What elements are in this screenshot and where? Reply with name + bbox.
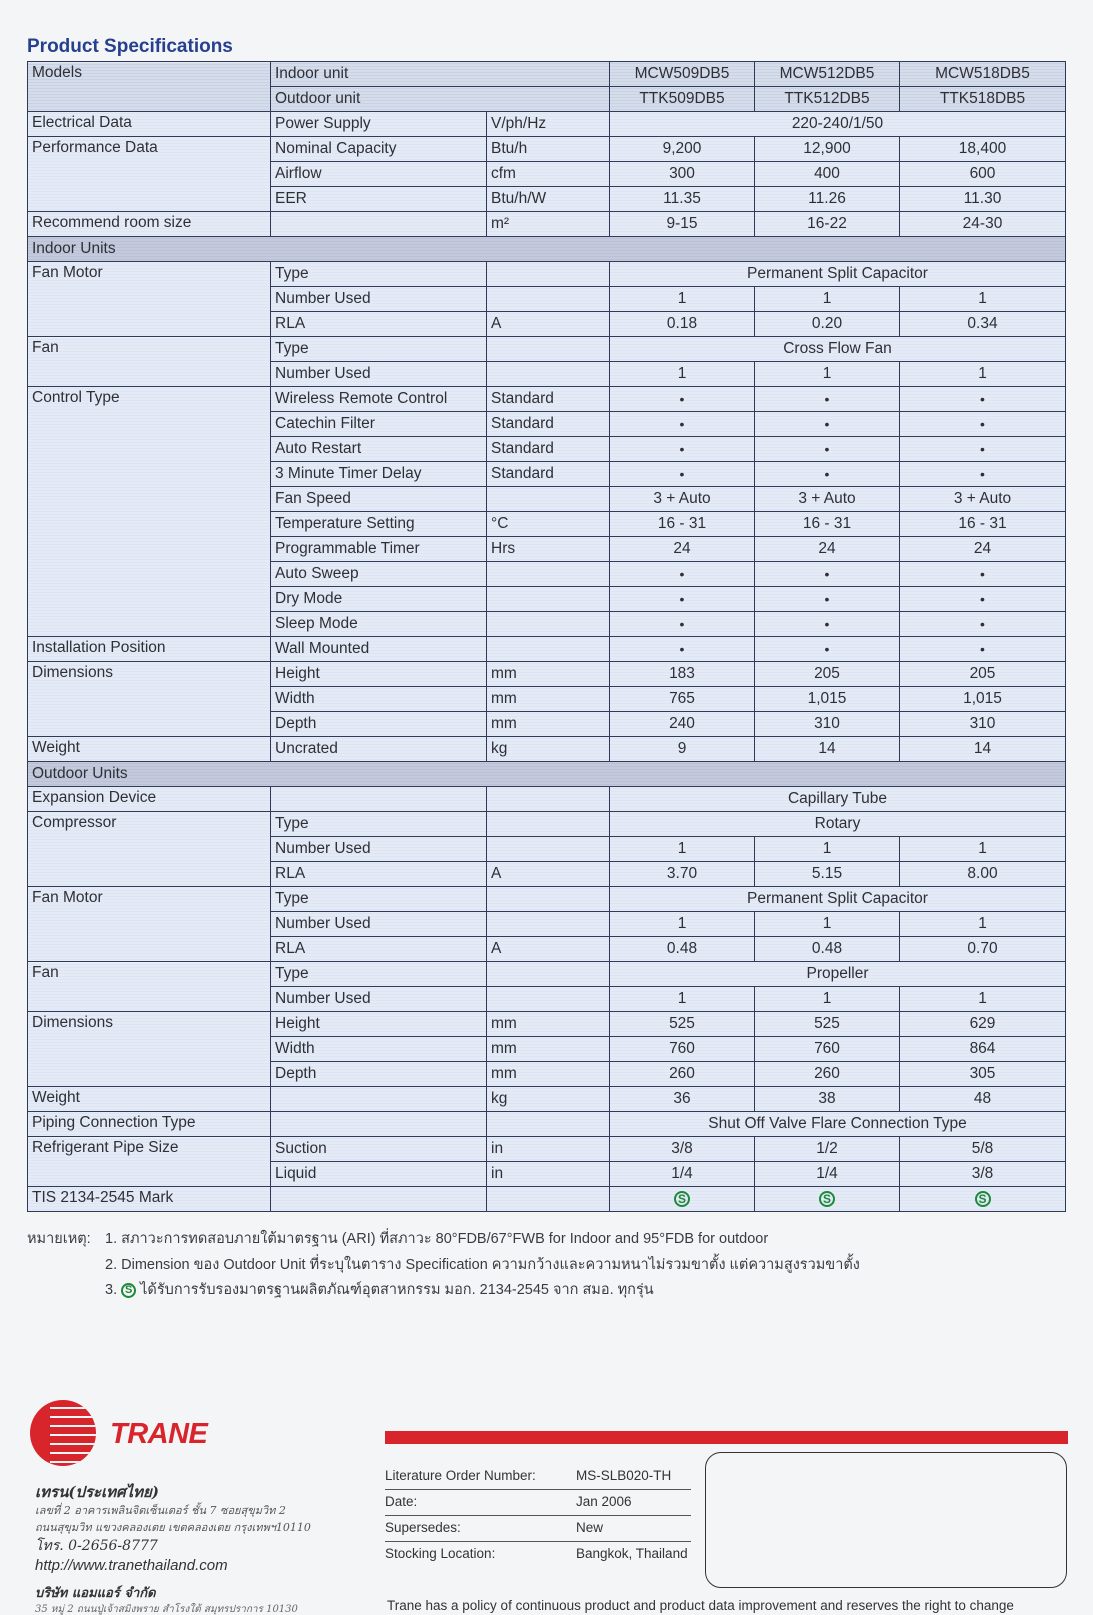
value-cell: 1,015 [755,687,900,712]
value-cell: 629 [900,1012,1066,1037]
value-cell: 765 [610,687,755,712]
item-cell: Power Supply [271,112,487,137]
value-cell: 3 + Auto [900,487,1066,512]
spec-row [28,1187,1066,1212]
value-cell: 9,200 [610,137,755,162]
unit-cell [487,362,610,387]
feature-dot-cell: • [610,437,755,462]
distributor-info [35,1585,298,1615]
category-cell: Weight [28,737,271,762]
note-3 [105,1278,654,1301]
feature-dot-cell: • [755,587,900,612]
unit-cell [487,1112,610,1137]
item-cell: Number Used [271,362,487,387]
feature-dot-cell: • [900,612,1066,637]
value-cell: 3/8 [900,1162,1066,1187]
feature-dot-cell: • [755,437,900,462]
merged-value-cell: Permanent Split Capacitor [610,262,1066,287]
value-cell: 760 [610,1037,755,1062]
tis-mark-icon: S [121,1283,136,1298]
value-cell: 24 [900,537,1066,562]
company-address-2: ถนนสุขุมวิท แขวงคลองเตย เขตคลองเตย กรุงเทพฯ10110 [35,1521,311,1534]
category-cell: Recommend room size [28,212,271,237]
spec-row [28,387,1066,412]
literature-value: Jan 2006 [576,1494,632,1509]
value-cell: 14 [900,737,1066,762]
category-cell: Compressor [28,812,271,887]
stamp-box [705,1452,1067,1588]
value-cell: 11.30 [900,187,1066,212]
unit-cell [487,587,610,612]
value-cell: 3 + Auto [610,487,755,512]
item-cell: 3 Minute Timer Delay [271,462,487,487]
item-cell: Temperature Setting [271,512,487,537]
item-cell: Auto Sweep [271,562,487,587]
value-cell: 305 [900,1062,1066,1087]
value-cell: 260 [755,1062,900,1087]
spec-row [28,137,1066,162]
category-cell: Fan [28,962,271,1012]
spec-row [28,662,1066,687]
item-cell: Auto Restart [271,437,487,462]
merged-value-cell: Rotary [610,812,1066,837]
item-cell: Airflow [271,162,487,187]
item-cell: Number Used [271,837,487,862]
feature-dot-cell: • [755,637,900,662]
spec-row [28,1112,1066,1137]
value-cell: 24 [610,537,755,562]
unit-cell: A [487,862,610,887]
category-cell: Installation Position [28,637,271,662]
section-title: Indoor Units [28,237,1066,262]
value-cell: 36 [610,1087,755,1112]
feature-dot-cell: • [755,412,900,437]
unit-cell: kg [487,1087,610,1112]
value-cell: 240 [610,712,755,737]
unit-cell [487,887,610,912]
trane-logo [30,1400,250,1470]
unit-cell [487,337,610,362]
notes-prefix: หมายเหตุ: [27,1231,91,1247]
spec-row [28,787,1066,812]
item-cell: Type [271,812,487,837]
unit-cell: mm [487,712,610,737]
item-cell: Suction [271,1137,487,1162]
tis-mark-cell [610,1187,755,1212]
spec-table [27,61,1066,1212]
category-cell: Dimensions [28,662,271,737]
item-cell [271,1187,487,1212]
unit-cell: Standard [487,462,610,487]
item-cell: Type [271,887,487,912]
spec-row [28,737,1066,762]
company-info [35,1482,311,1576]
value-cell: 525 [610,1012,755,1037]
value-cell: 16 - 31 [610,512,755,537]
value-cell: 1 [610,912,755,937]
company-website-link[interactable]: http://www.tranethailand.com [35,1557,228,1574]
unit-cell: Btu/h [487,137,610,162]
item-cell: Catechin Filter [271,412,487,437]
category-cell: Fan Motor [28,887,271,962]
unit-cell [487,987,610,1012]
value-cell: 16 - 31 [755,512,900,537]
feature-dot-cell: • [610,637,755,662]
feature-dot-cell: • [755,387,900,412]
section-header-row [28,762,1066,787]
outdoor-unit-label: Outdoor unit [271,87,610,112]
feature-dot-cell: • [900,412,1066,437]
unit-cell: Hrs [487,537,610,562]
item-cell: Nominal Capacity [271,137,487,162]
spec-row [28,962,1066,987]
value-cell: 1/2 [755,1137,900,1162]
value-cell: 1,015 [900,687,1066,712]
unit-cell: mm [487,662,610,687]
feature-dot-cell: • [900,387,1066,412]
value-cell: 1 [900,912,1066,937]
spec-row [28,112,1066,137]
value-cell: 300 [610,162,755,187]
value-cell: 38 [755,1087,900,1112]
section-title: Outdoor Units [28,762,1066,787]
value-cell: 1 [755,837,900,862]
unit-cell [487,912,610,937]
page-title: Product Specifications [27,36,233,57]
item-cell: Depth [271,712,487,737]
unit-cell: cfm [487,162,610,187]
outdoor-model-1: TTK509DB5 [610,87,755,112]
item-cell [271,212,487,237]
feature-dot-cell: • [755,462,900,487]
category-cell: Fan [28,337,271,387]
indoor-unit-label: Indoor unit [271,62,610,87]
unit-cell: Standard [487,412,610,437]
company-address-1: เลขที่ 2 อาคารเพลินจิตเซ็นเตอร์ ชั้น 7 ซอยสุขุมวิท 2 [35,1504,286,1517]
spec-row [28,637,1066,662]
red-divider-bar [385,1431,1068,1444]
value-cell: 400 [755,162,900,187]
value-cell: 205 [900,662,1066,687]
outdoor-model-3: TTK518DB5 [900,87,1066,112]
literature-value: Bangkok, Thailand [576,1546,688,1561]
spec-row [28,887,1066,912]
item-cell: Programmable Timer [271,537,487,562]
unit-cell: V/ph/Hz [487,112,610,137]
tis-mark-cell [755,1187,900,1212]
literature-row [385,1464,691,1490]
value-cell: 9-15 [610,212,755,237]
value-cell: 1 [610,362,755,387]
merged-value-cell: Capillary Tube [610,787,1066,812]
item-cell: Wall Mounted [271,637,487,662]
literature-row [385,1490,691,1516]
feature-dot-cell: • [610,387,755,412]
literature-value: New [576,1520,604,1535]
category-cell: Weight [28,1087,271,1112]
unit-cell [487,637,610,662]
merged-value-cell: Cross Flow Fan [610,337,1066,362]
company-phone: โทร. 0-2656-8777 [35,1538,158,1554]
trane-globe-icon [30,1400,96,1466]
unit-cell [487,487,610,512]
value-cell: 0.34 [900,312,1066,337]
note-3-text: ได้รับการรับรองมาตรฐานผลิตภัณฑ์อุตสาหกรรม มอก. 2134-2545 จาก สมอ. ทุกรุ่น [140,1282,654,1298]
value-cell: 0.48 [610,937,755,962]
tis-mark-icon: S [819,1191,835,1207]
value-cell: 48 [900,1087,1066,1112]
feature-dot-cell: • [900,587,1066,612]
value-cell: 1 [900,287,1066,312]
item-cell: EER [271,187,487,212]
literature-row [385,1542,691,1568]
value-cell: 600 [900,162,1066,187]
models-indoor-row [28,62,1066,87]
value-cell: 1 [610,837,755,862]
section-header-row [28,237,1066,262]
policy-text: Trane has a policy of continuous product and product data improvement and reserves the right to change [387,1598,1014,1613]
category-cell: Refrigerant Pipe Size [28,1137,271,1187]
unit-cell [487,562,610,587]
value-cell: 260 [610,1062,755,1087]
feature-dot-cell: • [755,562,900,587]
unit-cell: mm [487,1037,610,1062]
value-cell: 3.70 [610,862,755,887]
unit-cell [487,612,610,637]
unit-cell: in [487,1162,610,1187]
unit-cell [487,287,610,312]
feature-dot-cell: • [610,612,755,637]
value-cell: 1 [900,362,1066,387]
unit-cell: Standard [487,437,610,462]
value-cell: 11.26 [755,187,900,212]
outdoor-model-2: TTK512DB5 [755,87,900,112]
item-cell [271,1087,487,1112]
value-cell: 1 [755,362,900,387]
unit-cell: A [487,312,610,337]
unit-cell [487,962,610,987]
spec-row [28,262,1066,287]
value-cell: 760 [755,1037,900,1062]
value-cell: 864 [900,1037,1066,1062]
spec-row [28,212,1066,237]
unit-cell: m² [487,212,610,237]
unit-cell: mm [487,1062,610,1087]
value-cell: 0.20 [755,312,900,337]
value-cell: 9 [610,737,755,762]
feature-dot-cell: • [900,437,1066,462]
value-cell: 1/4 [755,1162,900,1187]
indoor-model-2: MCW512DB5 [755,62,900,87]
unit-cell: kg [487,737,610,762]
value-cell: 24-30 [900,212,1066,237]
item-cell: Liquid [271,1162,487,1187]
spec-row [28,1137,1066,1162]
category-cell: Electrical Data [28,112,271,137]
unit-cell [487,1187,610,1212]
item-cell: Number Used [271,912,487,937]
value-cell: 1 [755,987,900,1012]
value-cell: 1 [610,287,755,312]
literature-row [385,1516,691,1542]
value-cell: 525 [755,1012,900,1037]
spec-row [28,1087,1066,1112]
unit-cell [487,787,610,812]
item-cell: RLA [271,937,487,962]
value-cell: 12,900 [755,137,900,162]
item-cell: RLA [271,312,487,337]
spec-row [28,812,1066,837]
value-cell: 1 [900,987,1066,1012]
tis-mark-cell [900,1187,1066,1212]
unit-cell [487,812,610,837]
value-cell: 5/8 [900,1137,1066,1162]
value-cell: 1 [610,987,755,1012]
literature-label: Stocking Location: [385,1546,496,1561]
category-cell: TIS 2134-2545 Mark [28,1187,271,1212]
merged-value-cell: Shut Off Valve Flare Connection Type [610,1112,1066,1137]
item-cell [271,787,487,812]
literature-info [385,1464,691,1568]
tis-mark-icon: S [674,1191,690,1207]
feature-dot-cell: • [755,612,900,637]
value-cell: 3/8 [610,1137,755,1162]
literature-label: Literature Order Number: [385,1468,536,1483]
merged-value-cell: Permanent Split Capacitor [610,887,1066,912]
item-cell: Depth [271,1062,487,1087]
item-cell: Width [271,1037,487,1062]
unit-cell [487,837,610,862]
unit-cell: mm [487,687,610,712]
distributor-address: 35 หมู่ 2 ถนนปู่เจ้าสมิงพราย สำโรงใต้ สมุทรปราการ 10130 [35,1604,298,1615]
item-cell: Height [271,662,487,687]
unit-cell: Btu/h/W [487,187,610,212]
merged-value-cell: 220-240/1/50 [610,112,1066,137]
unit-cell: in [487,1137,610,1162]
value-cell: 1 [755,287,900,312]
feature-dot-cell: • [610,412,755,437]
value-cell: 310 [900,712,1066,737]
feature-dot-cell: • [610,562,755,587]
value-cell: 14 [755,737,900,762]
category-cell: Control Type [28,387,271,637]
company-name: เทรน(ประเทศไทย) [35,1483,159,1501]
item-cell: Uncrated [271,737,487,762]
item-cell: Dry Mode [271,587,487,612]
category-cell: Expansion Device [28,787,271,812]
item-cell: Fan Speed [271,487,487,512]
value-cell: 310 [755,712,900,737]
value-cell: 5.15 [755,862,900,887]
item-cell: Sleep Mode [271,612,487,637]
value-cell: 11.35 [610,187,755,212]
tis-mark-icon: S [975,1191,991,1207]
spec-row [28,1012,1066,1037]
feature-dot-cell: • [610,462,755,487]
models-label: Models [28,62,271,112]
item-cell: Width [271,687,487,712]
unit-cell: °C [487,512,610,537]
value-cell: 1 [900,837,1066,862]
unit-cell: mm [487,1012,610,1037]
category-cell: Piping Connection Type [28,1112,271,1137]
spec-row [28,337,1066,362]
literature-value: MS-SLB020-TH [576,1468,672,1483]
value-cell: 8.00 [900,862,1066,887]
value-cell: 1/4 [610,1162,755,1187]
item-cell: Wireless Remote Control [271,387,487,412]
category-cell: Dimensions [28,1012,271,1087]
category-cell: Performance Data [28,137,271,212]
distributor-name: บริษัท แอมแอร์ จำกัด [35,1586,156,1601]
indoor-model-1: MCW509DB5 [610,62,755,87]
logo-text: TRANE [110,1418,208,1450]
note-2: 2. Dimension ของ Outdoor Unit ที่ระบุในตาราง Specification ความกว้างและความหนาไม่รวมขาตั้ง แต่ความสูงรวมขาตั้ง [105,1257,860,1273]
item-cell [271,1112,487,1137]
value-cell: 0.48 [755,937,900,962]
feature-dot-cell: • [900,637,1066,662]
indoor-model-3: MCW518DB5 [900,62,1066,87]
note-1: 1. สภาวะการทดสอบภายใต้มาตรฐาน (ARI) ที่สภาวะ 80°FDB/67°FWB for Indoor and 95°FDB for outdoor [105,1231,769,1247]
unit-cell: A [487,937,610,962]
feature-dot-cell: • [610,587,755,612]
unit-cell [487,262,610,287]
value-cell: 16-22 [755,212,900,237]
value-cell: 0.70 [900,937,1066,962]
value-cell: 18,400 [900,137,1066,162]
feature-dot-cell: • [900,562,1066,587]
category-cell: Fan Motor [28,262,271,337]
item-cell: Type [271,337,487,362]
value-cell: 1 [755,912,900,937]
item-cell: Type [271,962,487,987]
value-cell: 183 [610,662,755,687]
item-cell: Height [271,1012,487,1037]
value-cell: 3 + Auto [755,487,900,512]
literature-label: Supersedes: [385,1520,461,1535]
value-cell: 0.18 [610,312,755,337]
note-3-number: 3. [105,1282,118,1298]
unit-cell: Standard [487,387,610,412]
item-cell: RLA [271,862,487,887]
value-cell: 16 - 31 [900,512,1066,537]
feature-dot-cell: • [900,462,1066,487]
merged-value-cell: Propeller [610,962,1066,987]
item-cell: Type [271,262,487,287]
literature-label: Date: [385,1494,418,1509]
item-cell: Number Used [271,987,487,1012]
value-cell: 24 [755,537,900,562]
item-cell: Number Used [271,287,487,312]
value-cell: 205 [755,662,900,687]
